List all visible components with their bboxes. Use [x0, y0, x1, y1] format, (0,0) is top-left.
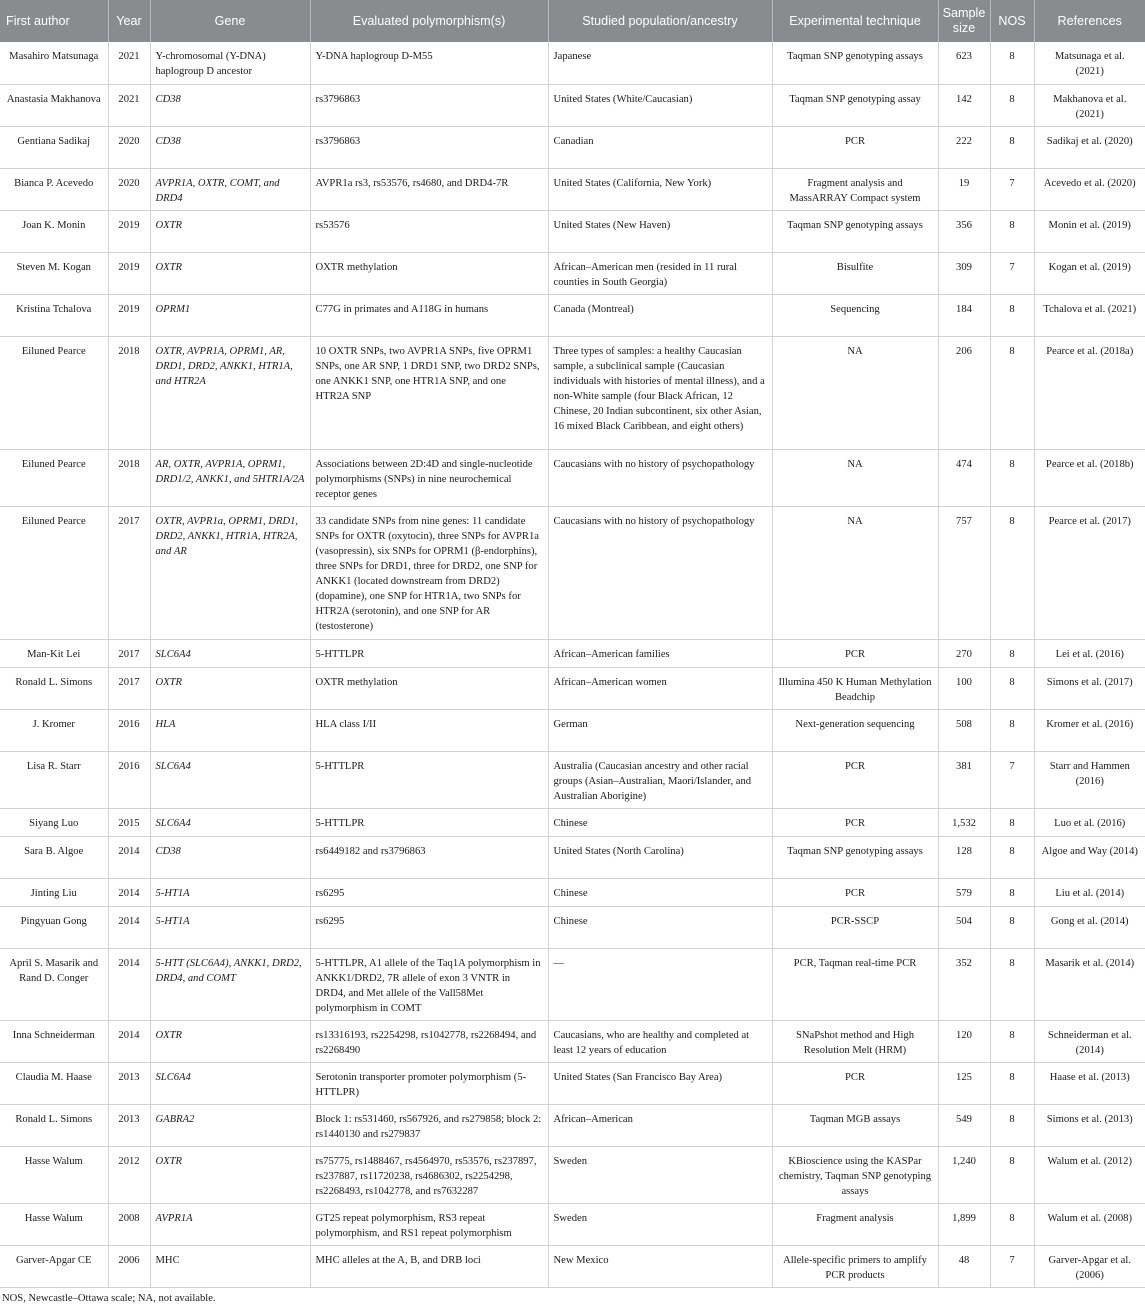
- cell-population: Chinese: [548, 878, 772, 906]
- table-row: [0, 336, 1145, 449]
- cell-sample-size: 356: [938, 210, 990, 252]
- cell-population: Sweden: [548, 1203, 772, 1245]
- cell-technique: Allele-specific primers to amplify PCR products: [772, 1245, 938, 1287]
- cell-sample-size: 757: [938, 506, 990, 639]
- cell-polymorphism: Y-DNA haplogroup D-M55: [310, 42, 548, 84]
- cell-polymorphism: MHC alleles at the A, B, and DRB loci: [310, 1245, 548, 1287]
- cell-first-author: Joan K. Monin: [0, 210, 108, 252]
- cell-sample-size: 48: [938, 1245, 990, 1287]
- table-row: [0, 1020, 1145, 1062]
- table-row: [0, 294, 1145, 336]
- cell-nos: 8: [990, 878, 1034, 906]
- cell-year: 2019: [108, 252, 150, 294]
- cell-sample-size: 352: [938, 948, 990, 1020]
- cell-reference: Kogan et al. (2019): [1034, 252, 1145, 294]
- cell-gene: SLC6A4: [150, 808, 310, 836]
- cell-reference: Starr and Hammen (2016): [1034, 751, 1145, 808]
- cell-nos: 8: [990, 639, 1034, 667]
- cell-population: United States (White/Caucasian): [548, 84, 772, 126]
- cell-year: 2016: [108, 751, 150, 808]
- cell-first-author: Ronald L. Simons: [0, 667, 108, 709]
- cell-reference: Garver-Apgar et al. (2006): [1034, 1245, 1145, 1287]
- cell-year: 2014: [108, 948, 150, 1020]
- header-nos: NOS: [990, 0, 1034, 42]
- cell-sample-size: 474: [938, 449, 990, 506]
- cell-technique: Fragment analysis: [772, 1203, 938, 1245]
- cell-year: 2012: [108, 1146, 150, 1203]
- cell-population: Three types of samples: a healthy Caucasian sample, a subclinical sample (Caucasian individuals with histories of mental illness), and a non-White sample (four Black African, 12 Chinese, 20 Indian subcontinent, six other Asian, 16 mixed Black Caribbean, and eight others): [548, 336, 772, 449]
- cell-technique: NA: [772, 449, 938, 506]
- cell-technique: Taqman SNP genotyping assays: [772, 42, 938, 84]
- cell-technique: PCR: [772, 639, 938, 667]
- cell-population: Sweden: [548, 1146, 772, 1203]
- cell-technique: Bisulfite: [772, 252, 938, 294]
- cell-first-author: Man-Kit Lei: [0, 639, 108, 667]
- cell-polymorphism: HLA class I/II: [310, 709, 548, 751]
- table-row: [0, 878, 1145, 906]
- cell-reference: Lei et al. (2016): [1034, 639, 1145, 667]
- table-row: [0, 210, 1145, 252]
- cell-nos: 7: [990, 252, 1034, 294]
- cell-first-author: Eiluned Pearce: [0, 506, 108, 639]
- cell-polymorphism: rs6295: [310, 878, 548, 906]
- cell-first-author: Lisa R. Starr: [0, 751, 108, 808]
- cell-first-author: Jinting Liu: [0, 878, 108, 906]
- cell-polymorphism: OXTR methylation: [310, 667, 548, 709]
- cell-reference: Simons et al. (2013): [1034, 1104, 1145, 1146]
- cell-polymorphism: rs3796863: [310, 126, 548, 168]
- table-body: [0, 42, 1145, 1287]
- table-row: [0, 252, 1145, 294]
- cell-polymorphism: Serotonin transporter promoter polymorphism (5-HTTLPR): [310, 1062, 548, 1104]
- cell-sample-size: 206: [938, 336, 990, 449]
- cell-gene: AVPR1A: [150, 1203, 310, 1245]
- cell-gene: HLA: [150, 709, 310, 751]
- cell-polymorphism: OXTR methylation: [310, 252, 548, 294]
- cell-first-author: April S. Masarik and Rand D. Conger: [0, 948, 108, 1020]
- cell-reference: Masarik et al. (2014): [1034, 948, 1145, 1020]
- cell-gene: CD38: [150, 84, 310, 126]
- cell-nos: 8: [990, 506, 1034, 639]
- cell-reference: Haase et al. (2013): [1034, 1062, 1145, 1104]
- cell-first-author: Kristina Tchalova: [0, 294, 108, 336]
- cell-first-author: Siyang Luo: [0, 808, 108, 836]
- cell-year: 2014: [108, 1020, 150, 1062]
- cell-sample-size: 579: [938, 878, 990, 906]
- cell-gene: AR, OXTR, AVPR1A, OPRM1, DRD1/2, ANKK1, and 5HTR1A/2A: [150, 449, 310, 506]
- cell-sample-size: 1,240: [938, 1146, 990, 1203]
- cell-gene: 5-HTT (SLC6A4), ANKK1, DRD2, DRD4, and COMT: [150, 948, 310, 1020]
- cell-technique: PCR: [772, 1062, 938, 1104]
- table-row: [0, 639, 1145, 667]
- cell-sample-size: 128: [938, 836, 990, 878]
- cell-year: 2019: [108, 210, 150, 252]
- cell-gene: Y-chromosomal (Y-DNA) haplogroup D ancestor: [150, 42, 310, 84]
- cell-polymorphism: rs6449182 and rs3796863: [310, 836, 548, 878]
- cell-first-author: Garver-Apgar CE: [0, 1245, 108, 1287]
- cell-year: 2016: [108, 709, 150, 751]
- table-row: [0, 1245, 1145, 1287]
- cell-nos: 8: [990, 336, 1034, 449]
- cell-year: 2018: [108, 336, 150, 449]
- table-row: [0, 667, 1145, 709]
- cell-nos: 8: [990, 210, 1034, 252]
- cell-nos: 8: [990, 1203, 1034, 1245]
- cell-gene: CD38: [150, 836, 310, 878]
- cell-sample-size: 309: [938, 252, 990, 294]
- cell-year: 2013: [108, 1062, 150, 1104]
- table-row: [0, 948, 1145, 1020]
- cell-reference: Simons et al. (2017): [1034, 667, 1145, 709]
- cell-first-author: Claudia M. Haase: [0, 1062, 108, 1104]
- cell-technique: Illumina 450 K Human Methylation Beadchip: [772, 667, 938, 709]
- cell-first-author: Inna Schneiderman: [0, 1020, 108, 1062]
- cell-sample-size: 549: [938, 1104, 990, 1146]
- cell-nos: 8: [990, 1146, 1034, 1203]
- cell-gene: OPRM1: [150, 294, 310, 336]
- cell-reference: Luo et al. (2016): [1034, 808, 1145, 836]
- cell-population: African–American men (resided in 11 rural counties in South Georgia): [548, 252, 772, 294]
- cell-year: 2006: [108, 1245, 150, 1287]
- table-row: [0, 1104, 1145, 1146]
- cell-reference: Pearce et al. (2018a): [1034, 336, 1145, 449]
- table-row: [0, 506, 1145, 639]
- cell-technique: Sequencing: [772, 294, 938, 336]
- cell-gene: OXTR: [150, 210, 310, 252]
- cell-population: United States (New Haven): [548, 210, 772, 252]
- cell-gene: OXTR: [150, 1020, 310, 1062]
- cell-technique: SNaPshot method and High Resolution Melt (HRM): [772, 1020, 938, 1062]
- cell-population: African–American families: [548, 639, 772, 667]
- cell-year: 2020: [108, 126, 150, 168]
- cell-reference: Tchalova et al. (2021): [1034, 294, 1145, 336]
- cell-nos: 8: [990, 948, 1034, 1020]
- table-row: [0, 126, 1145, 168]
- cell-reference: Algoe and Way (2014): [1034, 836, 1145, 878]
- cell-technique: PCR, Taqman real-time PCR: [772, 948, 938, 1020]
- cell-technique: PCR: [772, 126, 938, 168]
- table-row: [0, 808, 1145, 836]
- cell-population: United States (North Carolina): [548, 836, 772, 878]
- header-references: References: [1034, 0, 1145, 42]
- cell-sample-size: 184: [938, 294, 990, 336]
- cell-first-author: Gentiana Sadikaj: [0, 126, 108, 168]
- header-polymorphism: Evaluated polymorphism(s): [310, 0, 548, 42]
- cell-population: Caucasians, who are healthy and completed at least 12 years of education: [548, 1020, 772, 1062]
- cell-nos: 8: [990, 1062, 1034, 1104]
- cell-gene: OXTR: [150, 667, 310, 709]
- table-row: [0, 836, 1145, 878]
- cell-population: Australia (Caucasian ancestry and other racial groups (Asian–Australian, Maori/Islander, and Australian Aborigine): [548, 751, 772, 808]
- cell-nos: 8: [990, 1020, 1034, 1062]
- header-gene: Gene: [150, 0, 310, 42]
- header-technique: Experimental technique: [772, 0, 938, 42]
- cell-polymorphism: 5-HTTLPR: [310, 751, 548, 808]
- cell-sample-size: 125: [938, 1062, 990, 1104]
- cell-year: 2015: [108, 808, 150, 836]
- cell-nos: 8: [990, 42, 1034, 84]
- cell-first-author: Eiluned Pearce: [0, 449, 108, 506]
- cell-nos: 8: [990, 84, 1034, 126]
- cell-year: 2014: [108, 836, 150, 878]
- cell-reference: Kromer et al. (2016): [1034, 709, 1145, 751]
- cell-polymorphism: 33 candidate SNPs from nine genes: 11 candidate SNPs for OXTR (oxytocin), three SNPs for AVPR1a (vasopressin), six SNPs for OPRM1 (β-endorphins), three SNPs for DRD1, three for DRD2, one SNP for ANKK1 (located downstream from DRD2) (dopamine), one SNP for HTR1A, two SNPs for HTR2A (serotonin), and one SNP for AR (testosterone): [310, 506, 548, 639]
- table-row: [0, 1203, 1145, 1245]
- cell-year: 2021: [108, 42, 150, 84]
- cell-technique: Taqman MGB assays: [772, 1104, 938, 1146]
- cell-reference: Walum et al. (2012): [1034, 1146, 1145, 1203]
- cell-nos: 8: [990, 808, 1034, 836]
- cell-year: 2021: [108, 84, 150, 126]
- cell-reference: Schneiderman et al. (2014): [1034, 1020, 1145, 1062]
- cell-year: 2014: [108, 906, 150, 948]
- table-row: [0, 84, 1145, 126]
- cell-technique: PCR: [772, 878, 938, 906]
- cell-reference: Acevedo et al. (2020): [1034, 168, 1145, 210]
- cell-reference: Matsunaga et al. (2021): [1034, 42, 1145, 84]
- cell-population: Caucasians with no history of psychopathology: [548, 506, 772, 639]
- cell-technique: Fragment analysis and MassARRAY Compact system: [772, 168, 938, 210]
- cell-first-author: Steven M. Kogan: [0, 252, 108, 294]
- cell-gene: SLC6A4: [150, 751, 310, 808]
- cell-gene: OXTR: [150, 252, 310, 294]
- cell-technique: NA: [772, 336, 938, 449]
- cell-population: German: [548, 709, 772, 751]
- table-footnote: NOS, Newcastle–Ottawa scale; NA, not available.: [2, 1292, 216, 1304]
- cell-technique: PCR: [772, 808, 938, 836]
- cell-technique: PCR: [772, 751, 938, 808]
- cell-polymorphism: rs75775, rs1488467, rs4564970, rs53576, rs237897, rs237887, rs11720238, rs4686302, rs2254298, rs2268493, rs1042778, and rs7632287: [310, 1146, 548, 1203]
- header-sample-size: Sample size: [938, 0, 990, 42]
- cell-technique: Next-generation sequencing: [772, 709, 938, 751]
- cell-reference: Liu et al. (2014): [1034, 878, 1145, 906]
- cell-reference: Pearce et al. (2017): [1034, 506, 1145, 639]
- cell-first-author: Masahiro Matsunaga: [0, 42, 108, 84]
- cell-sample-size: 1,899: [938, 1203, 990, 1245]
- header-year: Year: [108, 0, 150, 42]
- table-row: [0, 1146, 1145, 1203]
- cell-year: 2017: [108, 667, 150, 709]
- table-row: [0, 751, 1145, 808]
- cell-first-author: Ronald L. Simons: [0, 1104, 108, 1146]
- table-row: [0, 906, 1145, 948]
- cell-population: Canadian: [548, 126, 772, 168]
- cell-first-author: Hasse Walum: [0, 1146, 108, 1203]
- cell-polymorphism: rs53576: [310, 210, 548, 252]
- cell-reference: Makhanova et al. (2021): [1034, 84, 1145, 126]
- cell-nos: 8: [990, 906, 1034, 948]
- cell-first-author: J. Kromer: [0, 709, 108, 751]
- cell-polymorphism: Block 1: rs531460, rs567926, and rs279858; block 2: rs1440130 and rs279837: [310, 1104, 548, 1146]
- cell-polymorphism: rs3796863: [310, 84, 548, 126]
- cell-gene: SLC6A4: [150, 639, 310, 667]
- cell-nos: 7: [990, 168, 1034, 210]
- table-row: [0, 168, 1145, 210]
- cell-gene: 5-HT1A: [150, 878, 310, 906]
- cell-gene: OXTR, AVPR1A, OPRM1, AR, DRD1, DRD2, ANKK1, HTR1A, and HTR2A: [150, 336, 310, 449]
- cell-sample-size: 508: [938, 709, 990, 751]
- cell-nos: 8: [990, 836, 1034, 878]
- cell-gene: 5-HT1A: [150, 906, 310, 948]
- cell-population: African–American: [548, 1104, 772, 1146]
- cell-technique: Taqman SNP genotyping assays: [772, 836, 938, 878]
- cell-gene: OXTR, AVPR1a, OPRM1, DRD1, DRD2, ANKK1, HTR1A, HTR2A, and AR: [150, 506, 310, 639]
- cell-population: Chinese: [548, 808, 772, 836]
- cell-polymorphism: 10 OXTR SNPs, two AVPR1A SNPs, five OPRM1 SNPs, one AR SNP, 1 DRD1 SNP, two DRD2 SNPs, one ANKK1 SNP, one HTR1A SNP, and one HTR2A SNP: [310, 336, 548, 449]
- table-row: [0, 42, 1145, 84]
- cell-polymorphism: rs13316193, rs2254298, rs1042778, rs2268494, and rs2268490: [310, 1020, 548, 1062]
- cell-technique: Taqman SNP genotyping assays: [772, 210, 938, 252]
- cell-sample-size: 1,532: [938, 808, 990, 836]
- cell-year: 2014: [108, 878, 150, 906]
- cell-first-author: Pingyuan Gong: [0, 906, 108, 948]
- cell-reference: Walum et al. (2008): [1034, 1203, 1145, 1245]
- cell-year: 2017: [108, 639, 150, 667]
- header-first-author: First author: [0, 0, 108, 42]
- cell-population: Canada (Montreal): [548, 294, 772, 336]
- cell-population: African–American women: [548, 667, 772, 709]
- table-row: [0, 1062, 1145, 1104]
- cell-first-author: Eiluned Pearce: [0, 336, 108, 449]
- cell-technique: KBioscience using the KASPar chemistry, Taqman SNP genotyping assays: [772, 1146, 938, 1203]
- cell-first-author: Sara B. Algoe: [0, 836, 108, 878]
- table-row: [0, 709, 1145, 751]
- cell-population: —: [548, 948, 772, 1020]
- cell-sample-size: 381: [938, 751, 990, 808]
- cell-gene: AVPR1A, OXTR, COMT, and DRD4: [150, 168, 310, 210]
- cell-polymorphism: AVPR1a rs3, rs53576, rs4680, and DRD4-7R: [310, 168, 548, 210]
- cell-technique: NA: [772, 506, 938, 639]
- cell-gene: SLC6A4: [150, 1062, 310, 1104]
- cell-sample-size: 504: [938, 906, 990, 948]
- cell-sample-size: 270: [938, 639, 990, 667]
- header-population: Studied population/ancestry: [548, 0, 772, 42]
- cell-sample-size: 142: [938, 84, 990, 126]
- cell-year: 2018: [108, 449, 150, 506]
- cell-nos: 8: [990, 449, 1034, 506]
- cell-population: Japanese: [548, 42, 772, 84]
- cell-sample-size: 100: [938, 667, 990, 709]
- cell-first-author: Hasse Walum: [0, 1203, 108, 1245]
- cell-polymorphism: 5-HTTLPR: [310, 808, 548, 836]
- cell-sample-size: 19: [938, 168, 990, 210]
- cell-population: Caucasians with no history of psychopathology: [548, 449, 772, 506]
- cell-year: 2017: [108, 506, 150, 639]
- cell-population: Chinese: [548, 906, 772, 948]
- cell-year: 2019: [108, 294, 150, 336]
- cell-year: 2013: [108, 1104, 150, 1146]
- header-row: [0, 0, 1145, 42]
- cell-year: 2008: [108, 1203, 150, 1245]
- cell-population: United States (California, New York): [548, 168, 772, 210]
- cell-gene: GABRA2: [150, 1104, 310, 1146]
- cell-reference: Monin et al. (2019): [1034, 210, 1145, 252]
- cell-polymorphism: GT25 repeat polymorphism, RS3 repeat polymorphism, and RS1 repeat polymorphism: [310, 1203, 548, 1245]
- cell-reference: Gong et al. (2014): [1034, 906, 1145, 948]
- cell-polymorphism: 5-HTTLPR, A1 allele of the Taq1A polymorphism in ANKK1/DRD2, 7R allele of exon 3 VNTR in DRD4, and Met allele of the Vall58Met polymorphism in COMT: [310, 948, 548, 1020]
- cell-polymorphism: 5-HTTLPR: [310, 639, 548, 667]
- cell-gene: CD38: [150, 126, 310, 168]
- cell-polymorphism: rs6295: [310, 906, 548, 948]
- cell-gene: OXTR: [150, 1146, 310, 1203]
- cell-population: United States (San Francisco Bay Area): [548, 1062, 772, 1104]
- cell-nos: 7: [990, 1245, 1034, 1287]
- cell-polymorphism: C77G in primates and A118G in humans: [310, 294, 548, 336]
- cell-polymorphism: Associations between 2D:4D and single-nucleotide polymorphisms (SNPs) in nine neurochemical receptor genes: [310, 449, 548, 506]
- cell-year: 2020: [108, 168, 150, 210]
- cell-nos: 8: [990, 667, 1034, 709]
- cell-technique: Taqman SNP genotyping assay: [772, 84, 938, 126]
- cell-reference: Pearce et al. (2018b): [1034, 449, 1145, 506]
- cell-nos: 8: [990, 709, 1034, 751]
- table-row: [0, 449, 1145, 506]
- cell-gene: MHC: [150, 1245, 310, 1287]
- cell-nos: 8: [990, 1104, 1034, 1146]
- cell-nos: 7: [990, 751, 1034, 808]
- cell-sample-size: 623: [938, 42, 990, 84]
- cell-sample-size: 120: [938, 1020, 990, 1062]
- cell-first-author: Anastasia Makhanova: [0, 84, 108, 126]
- cell-nos: 8: [990, 126, 1034, 168]
- cell-population: New Mexico: [548, 1245, 772, 1287]
- cell-technique: PCR-SSCP: [772, 906, 938, 948]
- cell-sample-size: 222: [938, 126, 990, 168]
- cell-nos: 8: [990, 294, 1034, 336]
- cell-reference: Sadikaj et al. (2020): [1034, 126, 1145, 168]
- cell-first-author: Bianca P. Acevedo: [0, 168, 108, 210]
